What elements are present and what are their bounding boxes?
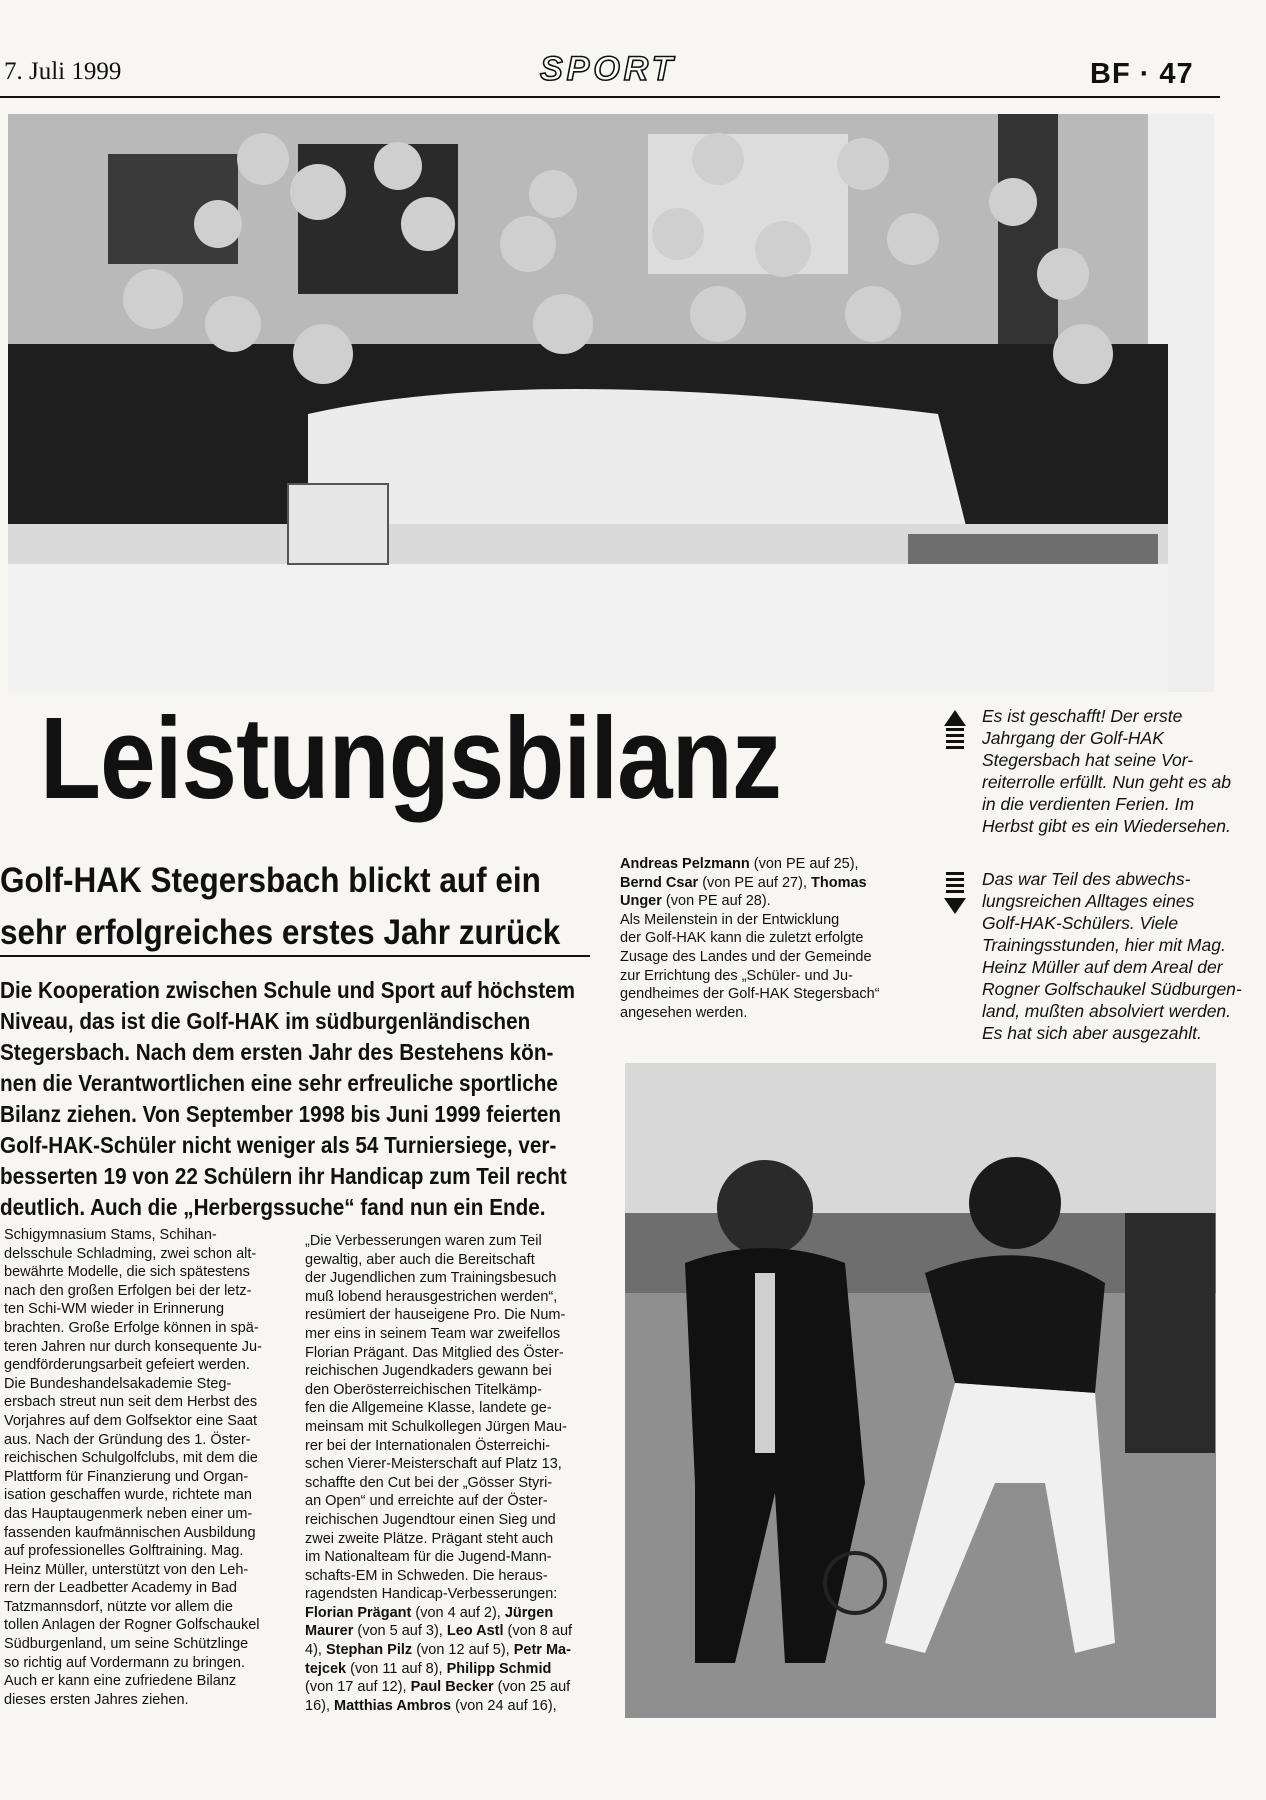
caption-line: Trainingsstunden, hier mit Mag.	[982, 935, 1226, 955]
header-rule	[0, 96, 1220, 98]
player-name: Philipp Schmid	[446, 1660, 552, 1677]
caption-line: Herbst gibt es ein Wiedersehen.	[982, 816, 1231, 836]
body-line: brachten. Große Erfolge können in spä-	[4, 1319, 259, 1336]
subheadline-line: sehr erfolgreiches erstes Jahr zurück	[0, 913, 561, 952]
group-photo	[8, 114, 1214, 692]
lead-line: deutlich. Auch die „Herbergssuche“ fand nun ein Ende.	[0, 1194, 546, 1220]
player-detail: (von 4 auf 2),	[411, 1604, 505, 1621]
body-line: delsschule Schladming, zwei schon alt-	[4, 1245, 257, 1262]
body-line: fassenden kaufmännischen Ausbildung	[4, 1524, 256, 1541]
player-name: Matthias Ambros	[334, 1697, 452, 1714]
body-column-3	[620, 855, 920, 1022]
body-line: zur Errichtung des „Schüler- und Ju-	[620, 967, 853, 984]
body-line: Tatzmannsdorf, nützte vor allem die	[4, 1598, 233, 1615]
player-line	[305, 1604, 595, 1623]
subheadline	[0, 855, 561, 959]
body-line: reichischen Jugendkaders gewann bei	[305, 1363, 552, 1380]
player-detail: (von 11 auf 8),	[346, 1660, 447, 1677]
training-photo-illustration	[625, 1063, 1216, 1718]
player-name: Maurer	[305, 1623, 354, 1640]
caption-line: lungsreichen Alltages eines	[982, 891, 1195, 911]
caption-training-photo	[982, 868, 1242, 1044]
body-line: Die Bundeshandelsakademie Steg-	[4, 1375, 232, 1392]
body-line: Zusage des Landes und der Gemeinde	[620, 948, 872, 965]
lead-line: Golf-HAK-Schüler nicht weniger als 54 Turniersiege, ver-	[0, 1132, 557, 1158]
body-line: der Jugendlichen zum Trainingsbesuch	[305, 1270, 557, 1287]
body-line: dieses ersten Jahres ziehen.	[4, 1691, 189, 1708]
body-line: an Open“ und erreichte auf der Öster-	[305, 1493, 548, 1510]
arrow-up-icon	[942, 710, 968, 759]
player-line	[305, 1678, 595, 1697]
player-detail: (von PE auf 27),	[698, 874, 812, 891]
caption-group-photo	[982, 705, 1242, 837]
body-line: auf professionelles Golftraining. Mag.	[4, 1543, 244, 1560]
player-name: Florian Prägant	[305, 1604, 412, 1621]
player-name: tejcek	[305, 1660, 347, 1677]
lead-line: Niveau, das ist die Golf-HAK im südburgenländischen	[0, 1008, 531, 1034]
caption-line: Jahrgang der Golf-HAK	[982, 728, 1164, 748]
body-line: meinsam mit Schulkollegen Jürgen Mau-	[305, 1418, 567, 1435]
page-number: BF · 47	[1090, 58, 1194, 90]
player-detail: (von 12 auf 5),	[412, 1642, 514, 1659]
body-line: resümiert der hauseigene Pro. Die Num-	[305, 1307, 566, 1324]
body-line: zwei zweite Plätze. Prägant steht auch	[305, 1530, 554, 1547]
player-line	[620, 892, 920, 911]
body-line: im Nationalteam für die Jugend-Mann-	[305, 1549, 552, 1566]
body-line: ten Schi-WM wieder in Erinnerung	[4, 1301, 225, 1318]
player-detail: (von 17 auf 12),	[305, 1679, 411, 1696]
player-name: Jürgen	[504, 1604, 554, 1621]
body-line: Schigymnasium Stams, Schihan-	[4, 1227, 217, 1243]
body-line: isation geschaffen wurde, richtete man	[4, 1487, 252, 1504]
caption-line: Golf-HAK-Schülers. Viele	[982, 913, 1179, 933]
caption-line: Das war Teil des abwechs-	[982, 869, 1191, 889]
lead-line: besserten 19 von 22 Schülern ihr Handicap zum Teil recht	[0, 1163, 567, 1189]
player-detail: (von 24 auf 16),	[451, 1697, 557, 1714]
caption-line: land, mußten absolviert werden.	[982, 1001, 1232, 1021]
caption-line: reiterrolle erfüllt. Nun geht es ab	[982, 772, 1232, 792]
player-line	[305, 1622, 595, 1641]
body-line: bewährte Modelle, die sich spätestens	[4, 1264, 250, 1281]
body-line: gendförderungsarbeit gefeiert werden.	[4, 1357, 250, 1374]
body-line: aus. Nach der Gründung des 1. Öster-	[4, 1431, 251, 1448]
player-name: Unger	[620, 893, 662, 910]
issue-date: 7. Juli 1999	[4, 58, 122, 85]
player-detail: (von 25 auf	[493, 1679, 571, 1696]
body-line: angesehen werden.	[620, 1004, 748, 1021]
body-line: so richtig auf Vordermann zu bringen.	[4, 1654, 245, 1671]
body-line: Als Meilenstein in der Entwicklung	[620, 911, 840, 928]
body-line: ersbach streut nun seit dem Herbst des	[4, 1394, 258, 1411]
body-line: schaffte den Cut bei der „Gösser Styri-	[305, 1474, 553, 1491]
body-line: gewaltig, aber auch die Bereitschaft	[305, 1251, 535, 1268]
body-line: reichischen Schulgolfclubs, mit dem die	[4, 1450, 258, 1467]
player-name: Andreas Pelzmann	[620, 856, 750, 872]
player-detail: (von PE auf 28).	[661, 893, 771, 910]
lead-line: nen die Verantwortlichen eine sehr erfreuliche sportliche	[0, 1070, 558, 1096]
caption-line: Heinz Müller auf dem Areal der	[982, 957, 1223, 977]
player-detail: 16),	[305, 1697, 335, 1714]
body-line: teren Jahren nur durch konsequente Ju-	[4, 1338, 262, 1355]
body-line: Auch er kann eine zufriedene Bilanz	[4, 1673, 237, 1690]
body-line: rer bei der Internationalen Österreichi-	[305, 1437, 551, 1454]
lead-line: Die Kooperation zwischen Schule und Sport auf höchstem	[0, 977, 576, 1003]
body-line: den Oberösterreichischen Titelkämp-	[305, 1381, 542, 1398]
body-line: Heinz Müller, unterstützt von den Leh-	[4, 1561, 249, 1578]
body-line: ragendsten Handicap-Verbesserungen:	[305, 1586, 558, 1603]
subheadline-rule	[0, 955, 590, 957]
body-line: fen die Allgemeine Klasse, landete ge-	[305, 1400, 552, 1417]
player-line	[305, 1697, 595, 1716]
player-line	[305, 1641, 595, 1660]
caption-line: Rogner Golfschaukel Südburgen-	[982, 979, 1242, 999]
player-detail: 4),	[305, 1642, 326, 1659]
body-line: Vorjahres auf dem Golfsektor eine Saat	[4, 1412, 258, 1429]
body-line: reichischen Jugendtour einen Sieg und	[305, 1511, 556, 1528]
lead-line: Bilanz ziehen. Von September 1998 bis Juni 1999 feierten	[0, 1101, 562, 1127]
player-detail: (von PE auf 25),	[749, 856, 859, 872]
player-detail: (von 5 auf 3),	[353, 1623, 447, 1640]
training-photo	[625, 1063, 1216, 1718]
body-line: Südburgenland, um seine Schützlinge	[4, 1636, 249, 1653]
body-column-2	[305, 1232, 595, 1715]
body-line: das Hauptaugenmerk neben einer um-	[4, 1505, 253, 1522]
player-line	[620, 855, 920, 874]
player-detail: (von 8 auf	[503, 1623, 573, 1640]
body-line: „Die Verbesserungen waren zum Teil	[305, 1233, 542, 1249]
body-line: Florian Prägant. Das Mitglied des Öster-	[305, 1344, 564, 1361]
body-line: mer eins in seinem Team war zweifellos	[305, 1325, 561, 1342]
player-line	[305, 1660, 595, 1679]
headline: Leistungsbilanz	[40, 693, 781, 823]
body-line: muß lobend herausgestrichen werden“,	[305, 1288, 558, 1305]
player-name: Paul Becker	[410, 1679, 494, 1696]
player-name: Leo Astl	[446, 1623, 504, 1640]
body-line: nach den großen Erfolgen bei der letz-	[4, 1282, 252, 1299]
group-photo-illustration	[8, 114, 1214, 692]
player-name: Thomas	[811, 874, 867, 891]
lead-line: Stegersbach. Nach dem ersten Jahr des Bestehens kön-	[0, 1039, 554, 1065]
body-line: Plattform für Finanzierung und Organ-	[4, 1468, 249, 1485]
caption-line: Es hat sich aber ausgezahlt.	[982, 1023, 1202, 1043]
player-line	[620, 874, 920, 893]
caption-line: Es ist geschafft! Der erste	[982, 706, 1183, 726]
section-title: SPORT	[540, 50, 677, 88]
body-line: rern der Leadbetter Academy in Bad	[4, 1580, 237, 1597]
arrow-down-icon	[942, 872, 968, 921]
caption-line: Stegersbach hat seine Vor-	[982, 750, 1194, 770]
body-line: schen Vierer-Meisterschaft auf Platz 13,	[305, 1456, 562, 1473]
body-column-1	[4, 1226, 294, 1709]
player-name: Bernd Csar	[620, 874, 699, 891]
player-name: Petr Ma-	[513, 1642, 571, 1659]
player-name: Stephan Pilz	[325, 1642, 413, 1659]
caption-line: in die verdienten Ferien. Im	[982, 794, 1195, 814]
body-line: gendheimes der Golf-HAK Stegersbach“	[620, 986, 880, 1003]
lead-paragraph	[0, 975, 585, 1223]
body-line: schafts-EM in Schweden. Die heraus-	[305, 1567, 548, 1584]
body-line: tollen Anlagen der Rogner Golfschaukel	[4, 1617, 260, 1634]
body-line: der Golf-HAK kann die zuletzt erfolgte	[620, 930, 864, 947]
subheadline-line: Golf-HAK Stegersbach blickt auf ein	[0, 861, 541, 900]
